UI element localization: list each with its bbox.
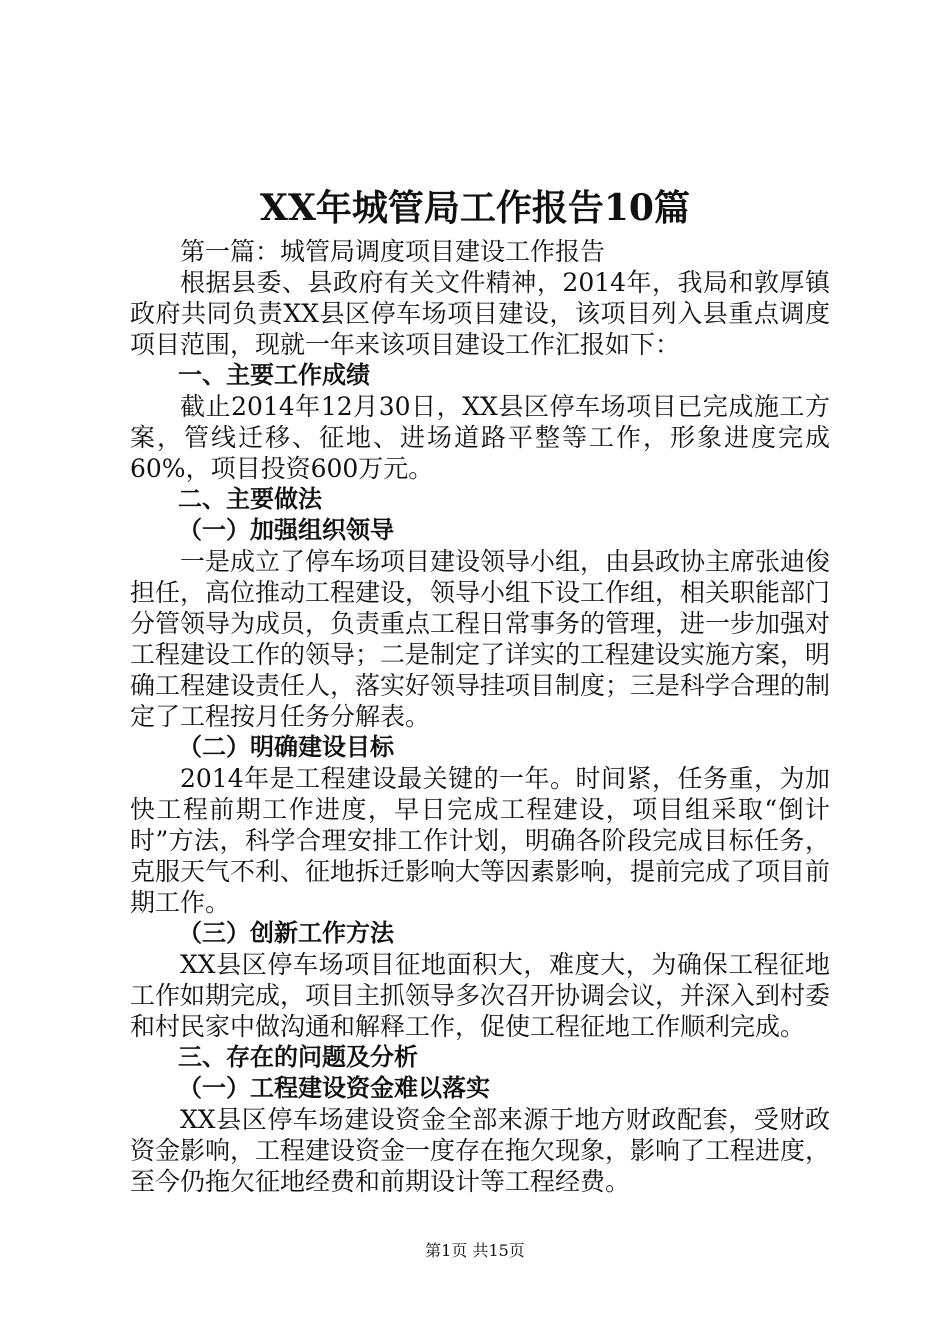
section-heading-achievements: 一、主要工作成绩	[178, 361, 370, 389]
document-body	[130, 236, 830, 1197]
page-footer: 第1页 共15页	[425, 1241, 525, 1260]
subsection-heading-innovation: （三）创新工作方法	[178, 919, 394, 947]
paragraph-innovation: XX县区停车场项目征地面积大，难度大，为确保工程征地工作如期完成，项目主抓领导多次召开协调会议，并深入到村委和村民家中做沟通和解释工作，促使工程征地工作顺利完成。	[130, 950, 831, 1041]
paragraph-goals: 2014年是工程建设最关键的一年。时间紧，任务重，为加快工程前期工作进度，早日完成工程建设，项目组采取“倒计时”方法，科学合理安排工作计划，明确各阶段完成目标任务，克服天气不利、征地拆迁影响大等因素影响，提前完成了项目前期工作。	[130, 764, 831, 917]
paragraph-intro: 根据县委、县政府有关文件精神，2014年，我局和敦厚镇政府共同负责XX县区停车场项目建设，该项目列入县重点调度项目范围，现就一年来该项目建设工作汇报如下：	[130, 268, 830, 359]
document-title: XX年城管局工作报告10篇	[260, 187, 690, 229]
subsection-heading-organization: （一）加强组织领导	[178, 516, 394, 544]
paragraph-achievements: 截止2014年12月30日，XX县区停车场项目已完成施工方案，管线迁移、征地、进场道路平整等工作，形象进度完成60%，项目投资600万元。	[130, 392, 830, 483]
subsection-heading-goals: （二）明确建设目标	[178, 733, 394, 761]
section-heading-problems: 三、存在的问题及分析	[178, 1043, 418, 1071]
paragraph-subtitle: 第一篇：城管局调度项目建设工作报告	[180, 237, 606, 266]
section-heading-methods: 二、主要做法	[178, 485, 322, 513]
paragraph-organization: 一是成立了停车场项目建设领导小组，由县政协主席张迪俊担任，高位推动工程建设，领导小组下设工作组，相关职能部门分管领导为成员，负责重点工程日常事务的管理，进一步加强对工程建设工作的领导；二是制定了详实的工程建设实施方案，明确工程建设责任人，落实好领导挂项目制度；三是科学合理的制定了工程按月任务分解表。	[130, 547, 831, 731]
subsection-heading-funding: （一）工程建设资金难以落实	[178, 1074, 490, 1102]
paragraph-funding: XX县区停车场建设资金全部来源于地方财政配套，受财政资金影响，工程建设资金一度存在拖欠现象，影响了工程进度，至今仍拖欠征地经费和前期设计等工程经费。	[130, 1105, 831, 1196]
